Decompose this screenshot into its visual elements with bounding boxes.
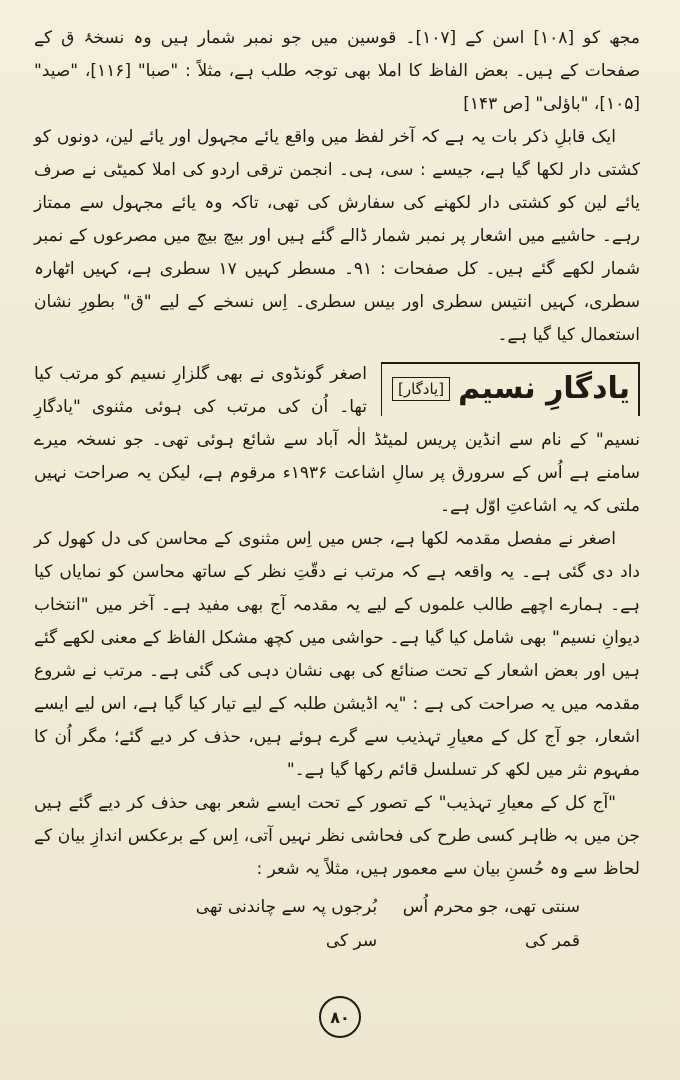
- paragraph-orthography: ایک قابلِ ذکر بات یہ ہے کہ آخر لفظ میں واقع یائے مجہول اور یائے لین، دونوں کو کشتی دار لکھا گیا ہے، جیسے : سی، ہی۔ انجمن ترقی اردو کی املا کمیٹی نے صرف یائے لین کو کشتی دار لکھنے کی سفارش کی تھی، تاکہ وہ یائے مجہول سے ممتاز رہے۔ حاشیے میں اشعار پر نمبر شمار ڈالے گئے ہیں اور بیچ بیچ میں مصرعوں کے نمبر شمار لکھے گئے ہیں۔ کل صفحات : ۹۱۔ مسطر کہیں ۱۷ سطری ہے، کہیں اٹھارہ سطری، کہیں انتیس سطری اور بیس سطری۔ اِس نسخے کے لیے "ق" بطورِ نشان استعمال کیا گیا ہے۔: [34, 127, 640, 345]
- paragraph-muqaddama: اصغر نے مفصل مقدمہ لکھا ہے، جس میں اِس مثنوی کے محاسن کی دل کھول کر داد دی گئی ہے۔ یہ واقعہ ہے کہ مرتب نے دقّتِ نظر کے ساتھ محاسن کو نمایاں کیا ہے۔ ہمارے اچھے طالب علموں کے لیے یہ مقدمہ آج بھی مفید ہے۔ آخر میں "انتخاب دیوانِ نسیم" بھی شامل کیا گیا ہے۔ حواشی میں کچھ مشکل الفاظ کے معنی لکھے گئے ہیں اور بعض اشعار کے تحت صنائع کی بھی نشان دہی کی گئی ہے۔ مرتب نے شروع مقدمہ میں یہ صراحت کی ہے : "یہ اڈیشن طلبہ کے لیے تیار کیا گیا ہے، اس لیے ایسے اشعار، جو آج کل کے معیارِ تہذیب سے گرے ہوئے ہیں، حذف کر دیے گئے؛ مگر اُن کا مفہوم نثر میں لکھ کر تسلسل قائم رکھا گیا ہے۔": [34, 529, 640, 780]
- couplet-line-1: سنتی تھی، جو محرم اُس قمر کی: [402, 897, 580, 951]
- page-number: ۸۰: [319, 996, 361, 1038]
- section-yadgar-e-naseem: [34, 358, 640, 523]
- paragraph-notes: مجھ کو [۱۰۸] اسن کے [۱۰۷]۔ قوسین میں جو نمبر شمار ہیں وہ نسخۂ ق کے صفحات کے ہیں۔ بعض الفاظ کا املا بھی توجہ طلب ہے، مثلاً : "صبا" [۱۱۶]، "صید" [۱۰۵]، "باؤلی" [ص ۱۴۳]: [34, 28, 641, 114]
- couplet-line-2: بُرجوں پہ سے چاندنی تھی سر کی: [195, 897, 378, 951]
- section-heading: [381, 362, 640, 416]
- section-tag: [یادگار]: [392, 377, 450, 401]
- section-title: یادگارِ نسیم: [458, 371, 630, 406]
- section-intro: اصغر گونڈوی نے بھی گلزارِ نسیم کو مرتب کیا تھا۔ اُن کی مرتب کی ہوئی مثنوی "یادگارِ نسیم" کے نام سے انڈین پریس لمیٹڈ الٰہ آباد سے شائع ہوئی تھی۔ جو نسخہ میرے سامنے ہے اُس کے سرورق پر سالِ اشاعت ۱۹۳۶ء مرقوم ہے، لیکن یہ صراحت نہیں ملتی کہ یہ اشاعتِ اوّل ہے۔: [34, 364, 640, 516]
- paragraph-omitted-verses: "آج کل کے معیارِ تہذیب" کے تصور کے تحت ایسے شعر بھی حذف کر دیے گئے ہیں جن میں بہ ظاہر کسی طرح کی فحاشی نظر نہیں آتی، اِس کے برعکس اندازِ بیان کے لحاظ سے وہ حُسنِ بیان سے معمور ہیں، مثلاً یہ شعر :: [34, 793, 640, 879]
- couplet: [34, 890, 640, 958]
